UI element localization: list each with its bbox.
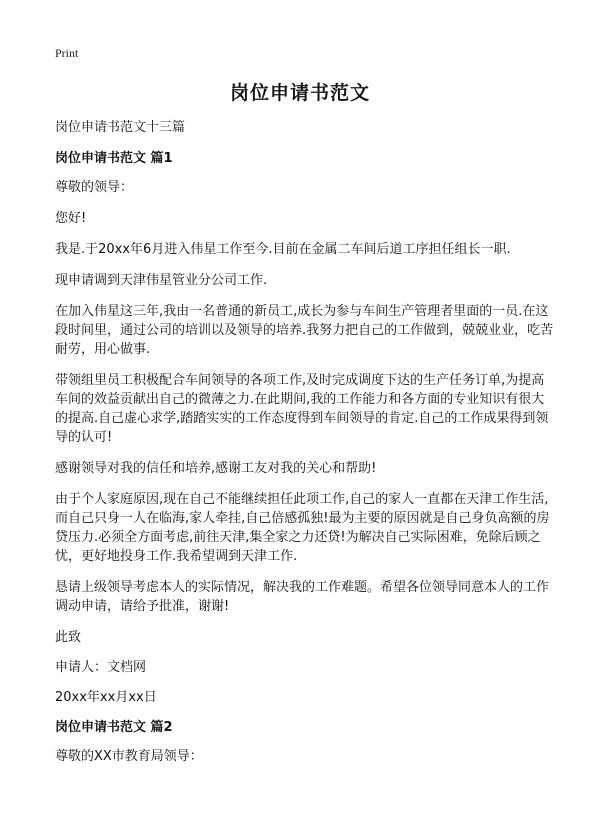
section-heading-1: 岗位申请书范文 篇1 <box>55 151 173 166</box>
date: 20xx年xx月xx日 <box>55 690 157 705</box>
greeting-1: 您好! <box>55 211 87 226</box>
closing: 此致 <box>55 630 82 645</box>
document-subtitle: 岗位申请书范文十三篇 <box>55 120 186 135</box>
paragraph: 由于个人家庭原因,现在自己不能继续担任此项工作,自己的家人一直都在天津工作生活,而自己只身一人在临海,家人牵挂,自己倍感孤独!最为主要的原因就是自己身负高额的房贷压力.必须全方面考虑,前往天津,集全家之力还贷!为解决自己实际困难，免除后顾之忧，更好地投身工作.我希望调到天津工作. <box>55 492 550 564</box>
print-label: Print <box>55 46 79 60</box>
document-body <box>55 118 555 778</box>
paragraph: 在加入伟星这三年,我由一名普通的新员工,成长为参与车间生产管理者里面的一员.在这段时间里，通过公司的培训以及领导的培养.我努力把自己的工作做到，兢兢业业，吃苦耐劳，用心做事. <box>55 304 554 357</box>
paragraph: 感谢领导对我的信任和培养,感谢工友对我的关心和帮助! <box>55 461 377 476</box>
salutation-2: 尊敬的XX市教育局领导： <box>55 749 203 764</box>
paragraph: 现申请调到天津伟星管业分公司工作. <box>55 273 268 288</box>
salutation-1: 尊敬的领导： <box>55 180 134 195</box>
document-title: 岗位申请书范文 <box>229 82 370 104</box>
paragraph: 恳请上级领导考虑本人的实际情况，解决我的工作难题。希望各位领导同意本人的工作调动申请，请给予批准，谢谢! <box>55 580 550 614</box>
paragraph: 我是.于20xx年6月进入伟星工作至今.目前在金属二车间后道工序担任组长一职. <box>55 242 511 257</box>
section-heading-2: 岗位申请书范文 篇2 <box>55 720 173 735</box>
paragraph: 带领组里员工积极配合车间领导的各项工作,及时完成调度下达的生产任务订单,为提高车间的效益贡献出自己的微薄之力.在此期间,我的工作能力和各方面的专业知识有很大的提高.自己虚心求学,踏踏实实的工作态度得到车间领导的肯定.自己的工作成果得到领导的认可! <box>55 373 549 445</box>
applicant: 申请人：文档网 <box>55 660 147 675</box>
